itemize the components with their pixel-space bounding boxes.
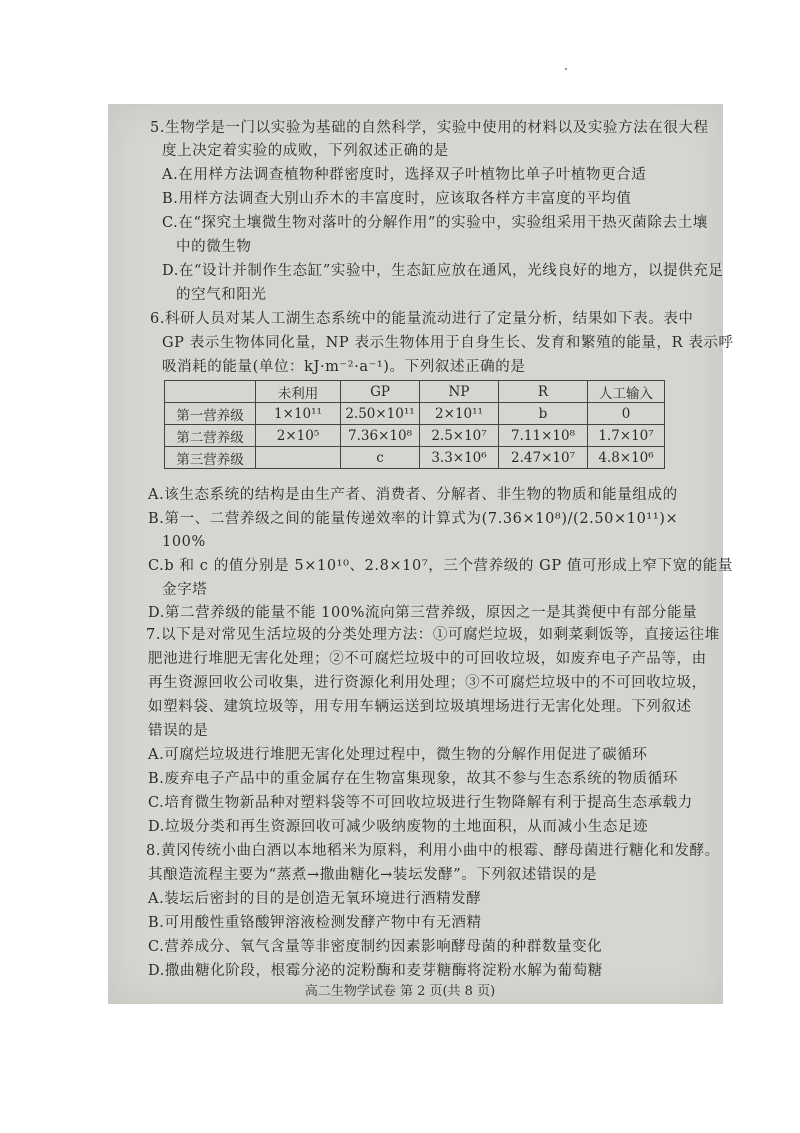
question-stem: 6.科研人员对某人工湖生态系统中的能量流动进行了定量分析，结果如下表。表中	[150, 311, 694, 327]
table-cell: 1.7×10⁷	[588, 425, 665, 447]
table-cell: 2.47×10⁷	[499, 447, 588, 469]
energy-table	[164, 380, 665, 469]
option-b: B.废弃电子产品中的重金属存在生物富集现象，故其不参与生态系统的物质循环	[148, 771, 678, 787]
table-cell: 2×10¹¹	[420, 403, 499, 425]
table-cell: 7.11×10⁸	[499, 425, 588, 447]
table-row	[165, 403, 665, 425]
option-a: A.在用样方法调查植物种群密度时，选择双子叶植物比单子叶植物更合适	[162, 167, 647, 183]
table-cell	[256, 447, 341, 469]
option-c: 金字塔	[162, 582, 208, 598]
option-d: 的空气和阳光	[176, 287, 267, 303]
table-cell: 第三营养级	[165, 447, 256, 469]
table-header: 未利用	[256, 381, 341, 403]
table-header: NP	[420, 381, 499, 403]
table-cell: c	[341, 447, 420, 469]
question-stem: 5.生物学是一门以实验为基础的自然科学，实验中使用的材料以及实验方法在很大程	[150, 120, 709, 136]
table-header: 人工输入	[588, 381, 665, 403]
table-cell: 2×10⁵	[256, 425, 341, 447]
option-d: D.在“设计并制作生态缸”实验中，生态缸应放在通风，光线良好的地方，以提供充足	[162, 263, 724, 279]
speck	[565, 68, 567, 70]
page-footer: 高二生物学试卷 第 2 页(共 8 页)	[304, 984, 496, 999]
option-b: B.用样方法调查大别山乔木的丰富度时，应该取各样方丰富度的平均值	[162, 191, 632, 207]
table-cell: 第一营养级	[165, 403, 256, 425]
table-header	[165, 381, 256, 403]
option-c: C.b 和 c 的值分别是 5×10¹⁰、2.8×10⁷，三个营养级的 GP 值可形成上窄下宽的能量	[148, 558, 734, 574]
option-b: 100%	[162, 534, 206, 550]
table-cell: 2.5×10⁷	[420, 425, 499, 447]
table-cell: 1×10¹¹	[256, 403, 341, 425]
table-header: GP	[341, 381, 420, 403]
option-d: D.垃圾分类和再生资源回收可减少吸纳废物的土地面积，从而减小生态足迹	[148, 819, 649, 835]
table-header: R	[499, 381, 588, 403]
question-stem: 如塑料袋、建筑垃圾等，用专用车辆运送到垃圾填埋场进行无害化处理。下列叙述	[148, 699, 692, 715]
option-b: B.可用酸性重铬酸钾溶液检测发酵产物中有无酒精	[148, 915, 482, 931]
table-row	[165, 425, 665, 447]
option-c: 中的微生物	[176, 239, 252, 255]
table-header-row	[165, 381, 665, 403]
table-cell: b	[499, 403, 588, 425]
table-cell: 4.8×10⁶	[588, 447, 665, 469]
question-stem: 度上决定着实验的成败，下列叙述正确的是	[162, 143, 449, 159]
question-stem: 8.黄冈传统小曲白酒以本地稻米为原料，利用小曲中的根霉、酵母菌进行糖化和发酵。	[146, 843, 720, 859]
question-stem: 7.以下是对常见生活垃圾的分类处理方法：①可腐烂垃圾，如剩菜剩饭等，直接运往堆	[146, 627, 720, 643]
table-cell: 3.3×10⁶	[420, 447, 499, 469]
question-stem: 再生资源回收公司收集，进行资源化利用处理；③不可腐烂垃圾中的不可回收垃圾，	[148, 675, 707, 691]
question-stem: 肥池进行堆肥无害化处理；②不可腐烂垃圾中的可回收垃圾，如废弃电子产品等，由	[148, 651, 707, 667]
option-b: B.第一、二营养级之间的能量传递效率的计算式为(7.36×10⁸)/(2.50×10¹¹)×	[148, 511, 679, 527]
question-stem: 其酿造流程主要为“蒸煮→撒曲糖化→装坛发酵”。下列叙述错误的是	[148, 867, 598, 883]
question-stem: 错误的是	[148, 723, 209, 739]
table-cell: 2.50×10¹¹	[341, 403, 420, 425]
option-a: A.装坛后密封的目的是创造无氧环境进行酒精发酵	[148, 891, 482, 907]
option-d: D.撒曲糖化阶段，根霉分泌的淀粉酶和麦芽糖酶将淀粉水解为葡萄糖	[148, 963, 603, 979]
table-cell: 0	[588, 403, 665, 425]
option-d: D.第二营养级的能量不能 100%流向第三营养级，原因之一是其粪便中有部分能量	[148, 605, 698, 621]
option-a: A.可腐烂垃圾进行堆肥无害化处理过程中，微生物的分解作用促进了碳循环	[148, 747, 648, 763]
table-cell: 7.36×10⁸	[341, 425, 420, 447]
option-c: C.在“探究土壤微生物对落叶的分解作用”的实验中，实验组采用干热灭菌除去土壤	[162, 215, 708, 231]
table-row	[165, 447, 665, 469]
option-c: C.营养成分、氧气含量等非密度制约因素影响酵母菌的种群数量变化	[148, 939, 603, 955]
table-cell: 第二营养级	[165, 425, 256, 447]
option-c: C.培育微生物新品种对塑料袋等不可回收垃圾进行生物降解有利于提高生态承载力	[148, 795, 693, 811]
option-a: A.该生态系统的结构是由生产者、消费者、分解者、非生物的物质和能量组成的	[148, 487, 678, 503]
question-stem: GP 表示生物体同化量，NP 表示生物体用于自身生长、发育和繁殖的能量，R 表示呼	[162, 335, 734, 351]
question-stem: 吸消耗的能量(单位：kJ·m⁻²·a⁻¹)。下列叙述正确的是	[162, 359, 526, 375]
